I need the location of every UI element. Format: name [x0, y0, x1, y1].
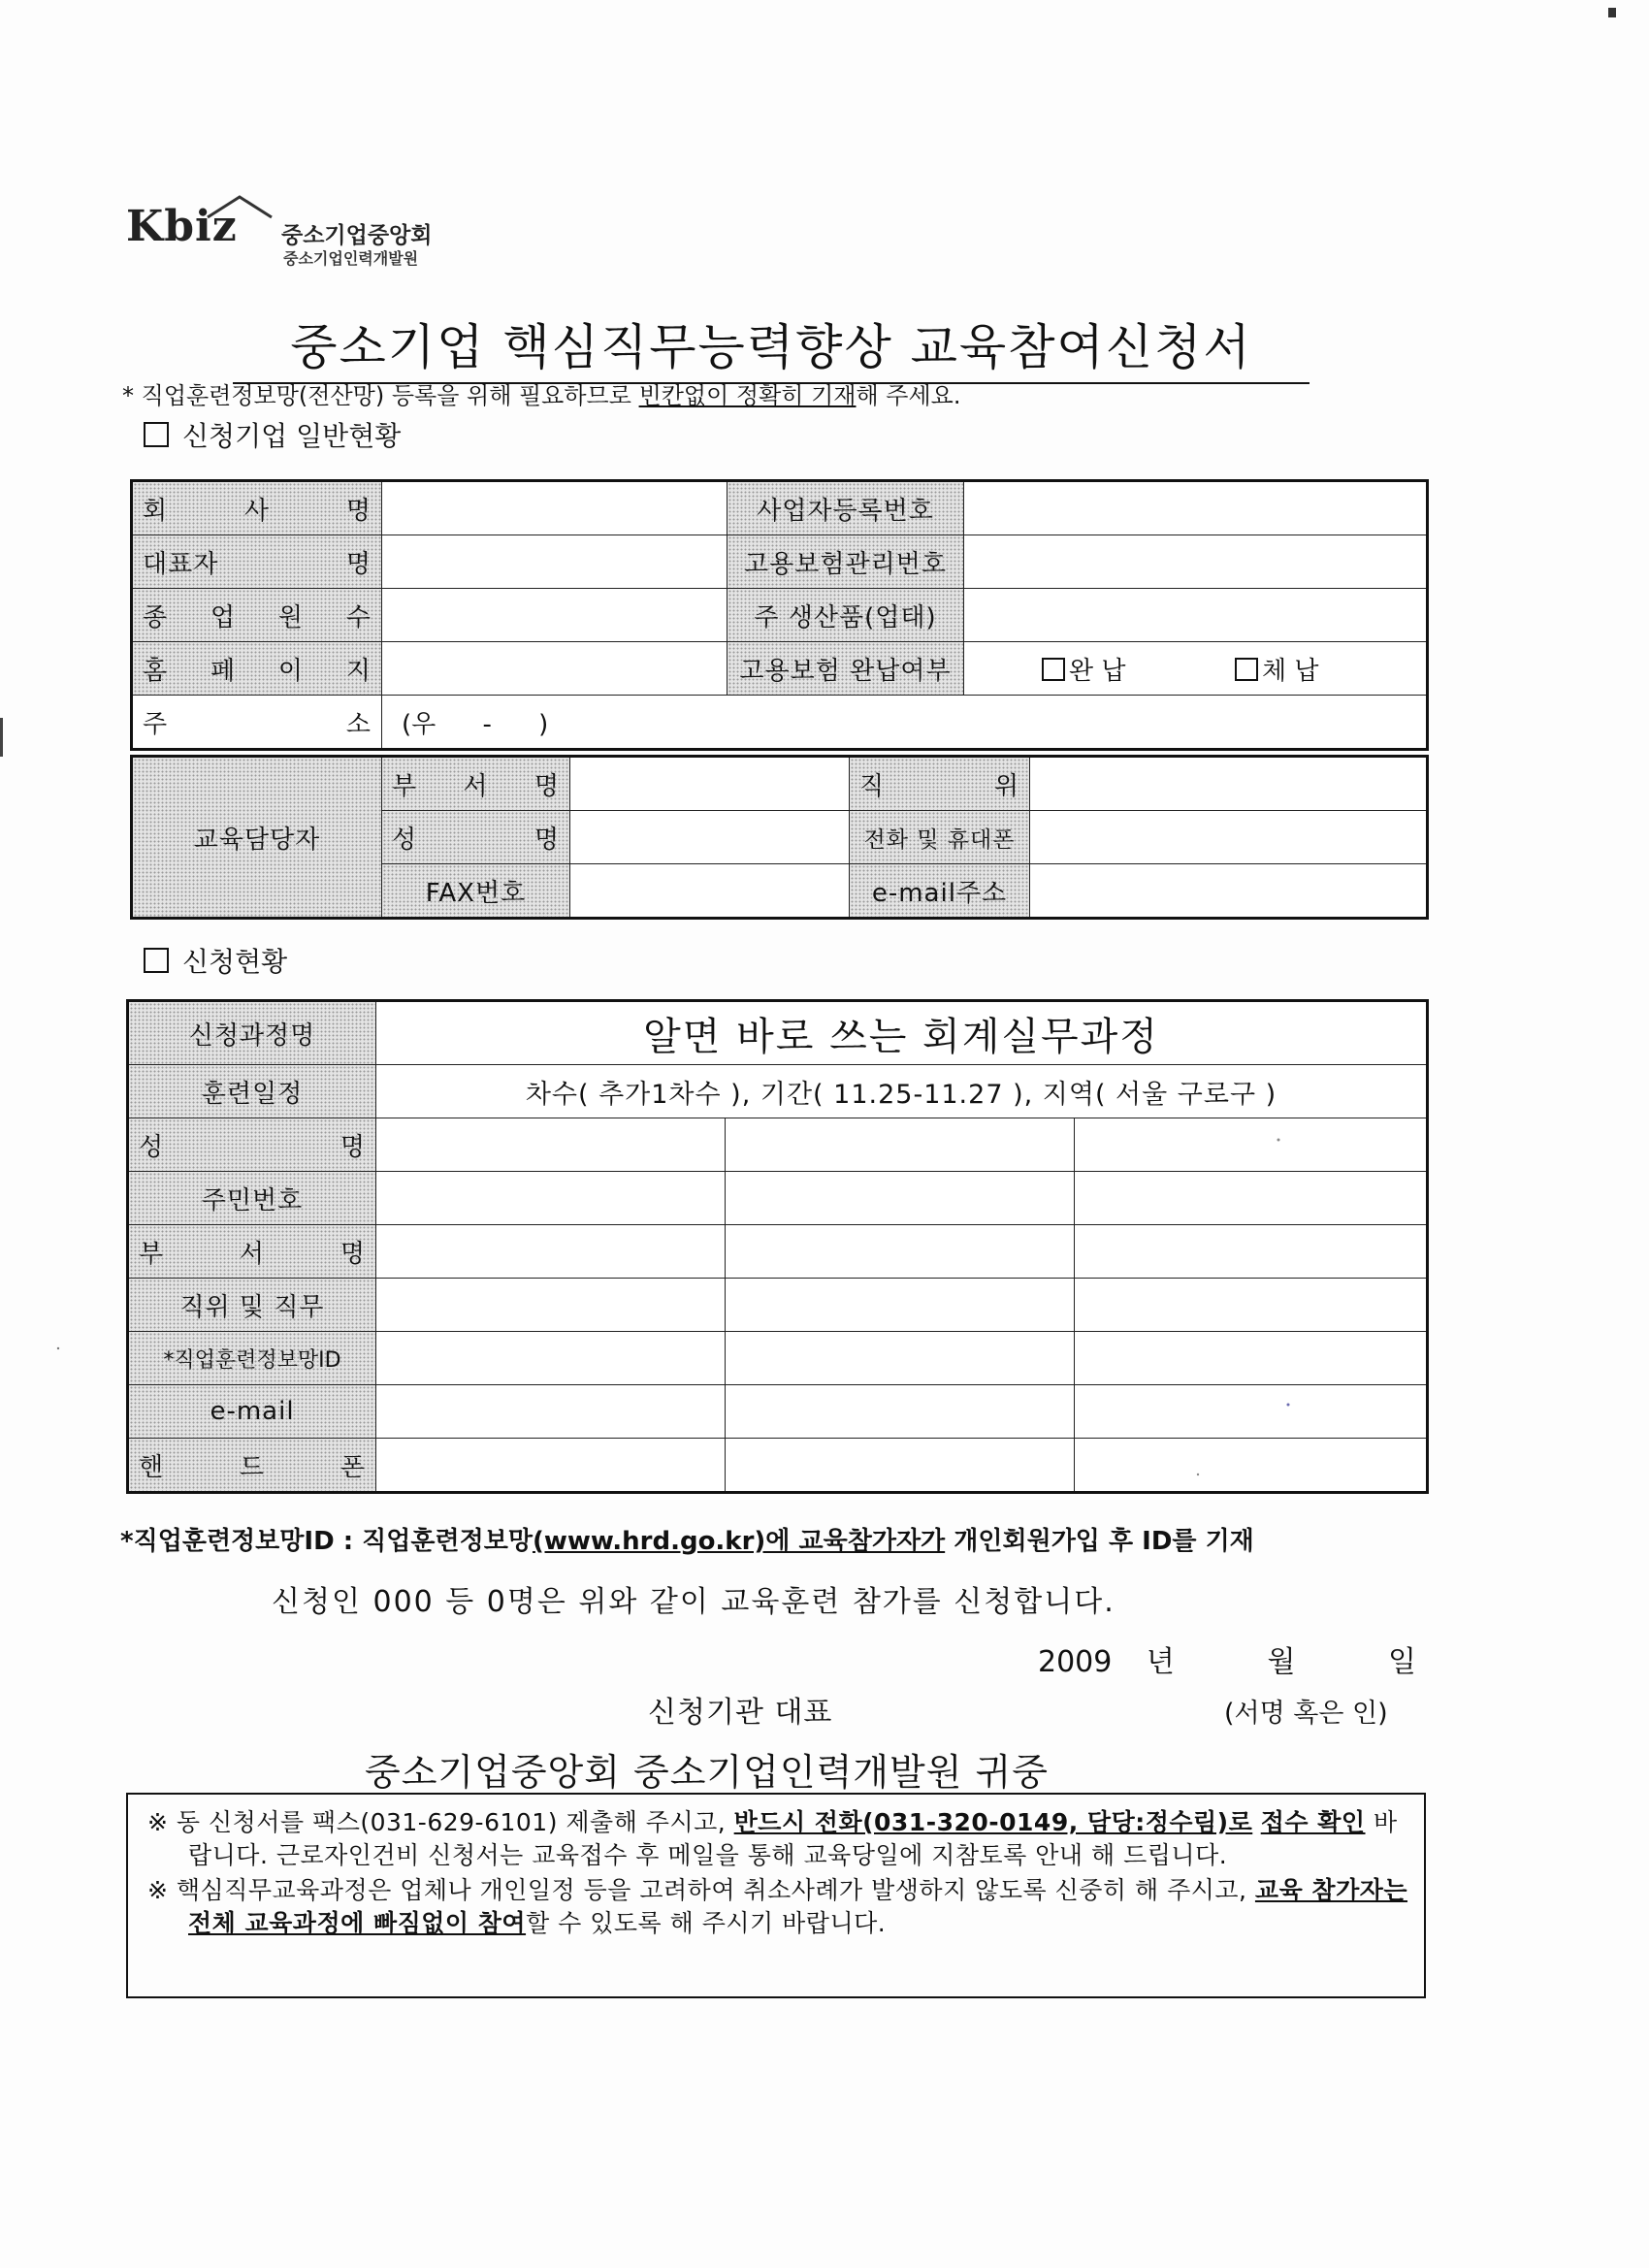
participant-cell[interactable] — [1075, 1279, 1428, 1332]
contact-name-field[interactable] — [570, 811, 850, 864]
participant-cell[interactable] — [376, 1225, 726, 1279]
course-name: 알면 바로 쓰는 회계실무과정 — [376, 1001, 1428, 1065]
main-product-label: 주 생산품(업태) — [728, 589, 964, 642]
address-label: 주 소 — [132, 696, 382, 750]
participant-cell[interactable] — [376, 1385, 726, 1439]
fax-label: FAX번호 — [382, 864, 570, 919]
contact-table — [130, 755, 1429, 920]
phone-label: 전화 및 휴대폰 — [850, 811, 1030, 864]
ceo-label: 대표자 명 — [132, 535, 382, 589]
business-reg-label: 사업자등록번호 — [728, 481, 964, 535]
date-line: 2009 년 월 일 — [1038, 1645, 1416, 1679]
application-section-heading: 신청현황 — [144, 941, 287, 980]
participant-cell[interactable] — [1075, 1118, 1428, 1172]
participant-row-id-number: 주민번호 — [128, 1172, 1428, 1225]
logo-mark: Kbiz — [126, 202, 238, 251]
org-name: 중소기업중앙회 — [281, 223, 433, 248]
representative-label: 신청기관 대표 — [648, 1696, 833, 1730]
org-sub-name: 중소기업인력개발원 — [283, 249, 419, 268]
form-title: 중소기업 핵심직무능력향상 교육참여신청서 — [233, 308, 1310, 384]
checkbox-icon — [1042, 658, 1065, 681]
insurance-no-field[interactable] — [964, 535, 1428, 589]
participant-row-hrd-id: *직업훈련정보망ID — [128, 1332, 1428, 1385]
address-field[interactable]: (우 - ) — [382, 696, 1428, 750]
recipient-line: 중소기업중앙회 중소기업인력개발원 귀중 — [365, 1751, 1049, 1794]
participant-row-department: 부 서 명 — [128, 1225, 1428, 1279]
company-name-field[interactable] — [382, 481, 728, 535]
participant-cell[interactable] — [726, 1118, 1075, 1172]
paid-option[interactable]: 완 납 — [1042, 657, 1126, 686]
homepage-field[interactable] — [382, 642, 728, 696]
insurance-paid-label: 고용보험 완납여부 — [728, 642, 964, 696]
participant-row-mobile: 핸 드 폰 — [128, 1439, 1428, 1493]
apply-statement: 신청인 000 등 0명은 위와 같이 교육훈련 참가를 신청합니다. — [272, 1585, 1116, 1619]
position-label: 직 위 — [850, 757, 1030, 811]
participant-cell[interactable] — [376, 1332, 726, 1385]
email-label: e-mail주소 — [850, 864, 1030, 919]
checkbox-icon — [144, 422, 169, 447]
ceo-field[interactable] — [382, 535, 728, 589]
participant-row-name: 성 명 — [128, 1118, 1428, 1172]
business-reg-field[interactable] — [964, 481, 1428, 535]
notes-box — [126, 1793, 1426, 1998]
participant-cell[interactable] — [376, 1172, 726, 1225]
company-name-label: 회 사 명 — [132, 481, 382, 535]
position-field[interactable] — [1030, 757, 1428, 811]
department-label: 부 서 명 — [382, 757, 570, 811]
schedule-label: 훈련일정 — [128, 1065, 376, 1118]
checkbox-icon — [144, 948, 169, 973]
department-field[interactable] — [570, 757, 850, 811]
homepage-label: 홈 페 이 지 — [132, 642, 382, 696]
unpaid-option[interactable]: 체 납 — [1235, 657, 1319, 686]
participant-cell[interactable] — [726, 1332, 1075, 1385]
phone-field[interactable] — [1030, 811, 1428, 864]
company-section-heading: 신청기업 일반현황 — [144, 415, 401, 454]
participant-cell[interactable] — [1075, 1332, 1428, 1385]
signature-label: (서명 혹은 인) — [1224, 1699, 1388, 1729]
participant-cell[interactable] — [376, 1279, 726, 1332]
main-product-field[interactable] — [964, 589, 1428, 642]
participant-cell[interactable] — [1075, 1439, 1428, 1493]
insurance-no-label: 고용보험관리번호 — [728, 535, 964, 589]
company-info-table — [130, 479, 1429, 751]
note-1: ※ 동 신청서를 팩스(031-629-6101) 제출해 주시고, 반드시 전화(031-320-0149, 담당:정수림)로 접수 확인 바랍니다. 근로자인건비 신청서는 교육접수 후 메일을 통해 교육당일에 지참토록 안내 해 드립니다. — [147, 1808, 1398, 1869]
participant-row-position: 직위 및 직무 — [128, 1279, 1428, 1332]
schedule-value: 차수( 추가1차수 ), 기간( 11.25-11.27 ), 지역( 서울 구로구 ) — [376, 1065, 1428, 1118]
application-table — [126, 999, 1429, 1494]
contact-label: 교육담당자 — [132, 757, 382, 919]
fill-notice: * 직업훈련정보망(전산망) 등록을 위해 필요하므로 빈칸없이 정확히 기재해 주세요. — [122, 382, 961, 409]
participant-cell[interactable] — [376, 1118, 726, 1172]
participant-cell[interactable] — [1075, 1225, 1428, 1279]
hrd-id-note: *직업훈련정보망ID : 직업훈련정보망(www.hrd.go.kr)에 교육참가자가 개인회원가입 후 ID를 기재 — [120, 1527, 1254, 1556]
email-field[interactable] — [1030, 864, 1428, 919]
employees-field[interactable] — [382, 589, 728, 642]
participant-cell[interactable] — [1075, 1385, 1428, 1439]
participant-row-email: e-mail — [128, 1385, 1428, 1439]
contact-name-label: 성 명 — [382, 811, 570, 864]
note-2: ※ 핵심직무교육과정은 업체나 개인일정 등을 고려하여 취소사례가 발생하지 않도록 신중히 해 주시고, 교육 참가자는 전체 교육과정에 빠짐없이 참여할 수 있도록 해 주시기 바랍니다. — [147, 1876, 1408, 1937]
course-label: 신청과정명 — [128, 1001, 376, 1065]
participant-cell[interactable] — [726, 1172, 1075, 1225]
kbiz-logo — [126, 194, 495, 281]
employees-label: 종 업 원 수 — [132, 589, 382, 642]
participant-cell[interactable] — [726, 1225, 1075, 1279]
insurance-paid-field — [964, 642, 1428, 696]
fax-field[interactable] — [570, 864, 850, 919]
participant-cell[interactable] — [726, 1439, 1075, 1493]
participant-cell[interactable] — [726, 1385, 1075, 1439]
participant-cell[interactable] — [726, 1279, 1075, 1332]
participant-cell[interactable] — [376, 1439, 726, 1493]
participant-cell[interactable] — [1075, 1172, 1428, 1225]
checkbox-icon — [1235, 658, 1258, 681]
